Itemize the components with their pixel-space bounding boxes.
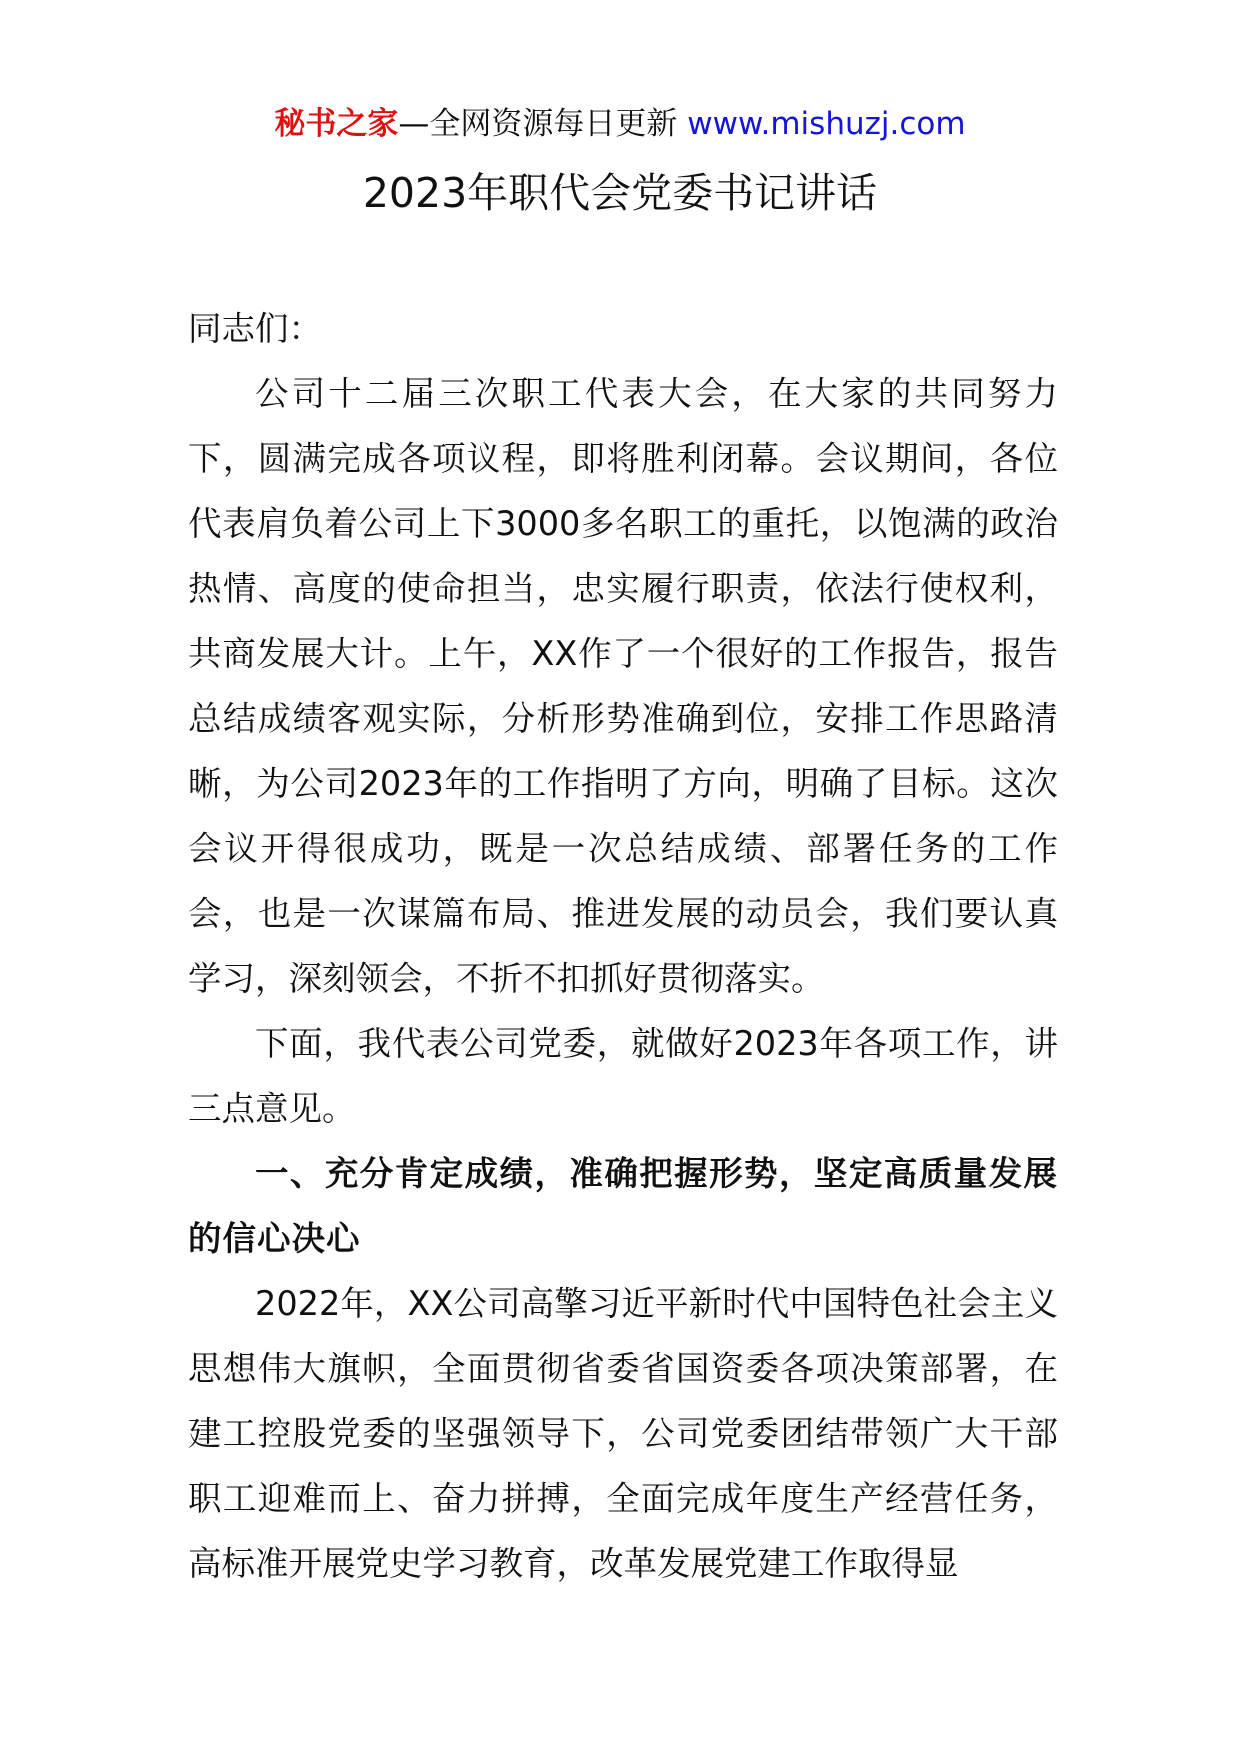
salutation: 同志们： bbox=[188, 309, 322, 348]
document-title: 2023年职代会党委书记讲话 bbox=[362, 169, 878, 217]
section-heading-1: 一、充分肯定成绩，准确把握形势，坚定高质量发展的信心决心 bbox=[188, 1154, 1058, 1258]
site-brand: 秘书之家 bbox=[274, 106, 399, 142]
paragraph-1: 公司十二届三次职工代表大会，在大家的共同努力下，圆满完成各项议程，即将胜利闭幕。会议期间，各位代表肩负着公司上下3000多名职工的重托，以饱满的政治热情、高度的使命担当，忠实履行职责，依法行使权利，共商发展大计。上午，XX作了一个很好的工作报告，报告总结成绩客观实际，分析形势准确到位，安排工作思路清晰，为公司2023年的工作指明了方向，明确了目标。这次会议开得很成功，既是一次总结成绩、部署任务的工作会，也是一次谋篇布局、推进发展的动员会，我们要认真学习，深刻领会，不折不扣抓好贯彻落实。 bbox=[188, 374, 1058, 998]
site-tagline: —全网资源每日更新 bbox=[398, 106, 688, 142]
document-body bbox=[188, 296, 1058, 1596]
site-url-link[interactable]: www.mishuzj.com bbox=[687, 106, 966, 142]
section-paragraph-1: 2022年，XX公司高擎习近平新时代中国特色社会主义思想伟大旗帜，全面贯彻省委省国资委各项决策部署，在建工控股党委的坚强领导下，公司党委团结带领广大干部职工迎难而上、奋力拼搏，全面完成年度生产经营任务，高标准开展党史学习教育，改革发展党建工作取得显 bbox=[188, 1284, 1058, 1583]
paragraph-2: 下面，我代表公司党委，就做好2023年各项工作，讲三点意见。 bbox=[188, 1024, 1058, 1128]
site-header bbox=[0, 104, 1240, 144]
